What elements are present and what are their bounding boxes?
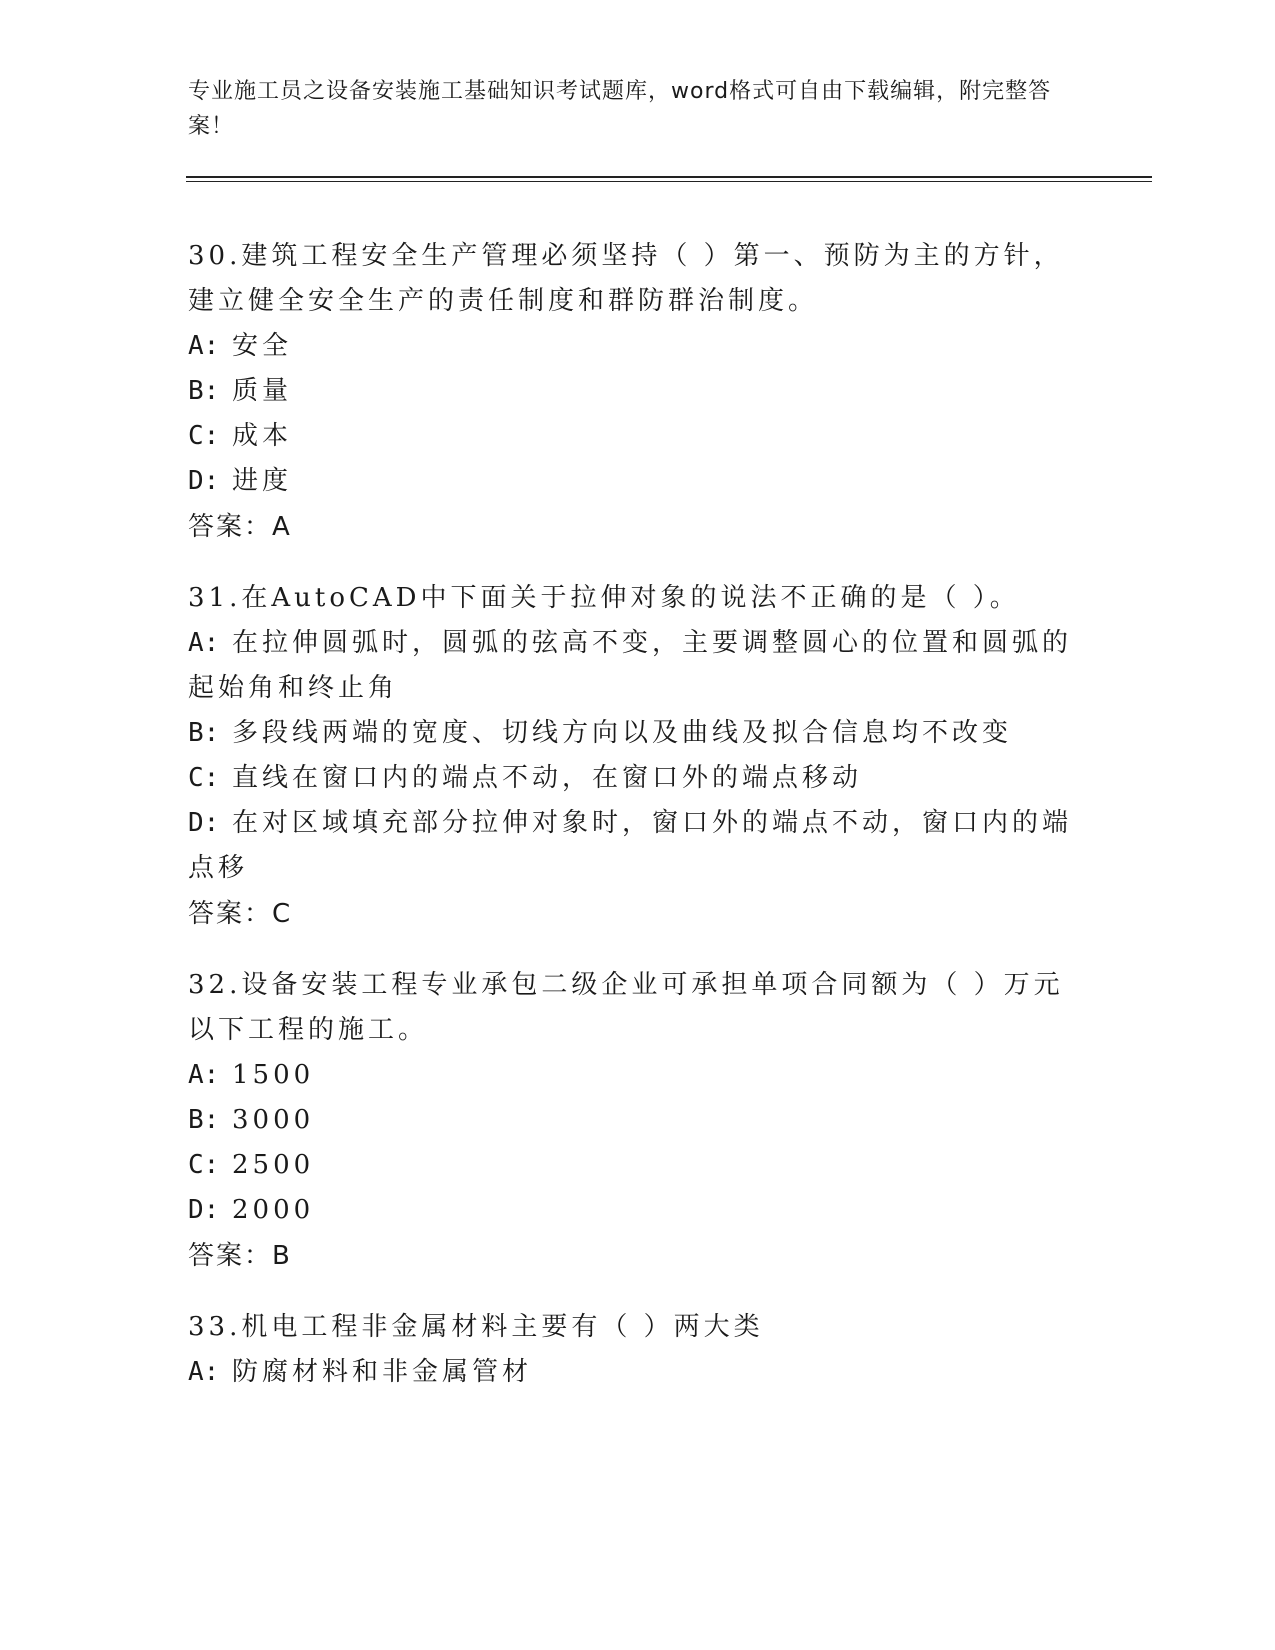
option-c [188,756,1088,801]
document-header [188,74,1078,144]
question-stem: 31.在AutoCAD中下面关于拉伸对象的说法不正确的是（ ）。 [188,583,1020,613]
option-a [188,621,1088,711]
option-text: 防腐材料和非金属管材 [232,1357,533,1387]
option-key: A: [188,331,220,361]
question-stem: 30.建筑工程安全生产管理必须坚持（ ）第一、预防为主的方针，建立健全安全生产的责任制度和群防群治制度。 [188,241,1064,316]
option-key: A: [188,1060,220,1090]
option-text: 质量 [232,376,293,406]
option-key: C: [188,421,220,451]
question-list [188,234,1088,1421]
option-text: 多段线两端的宽度、切线方向以及曲线及拟合信息均不改变 [232,718,1013,748]
option-b [188,711,1088,756]
question-31 [188,576,1088,937]
option-a [188,1053,1088,1098]
option-text: 安全 [232,331,293,361]
option-key: B: [188,376,220,406]
option-d [188,1188,1088,1233]
option-c [188,1143,1088,1188]
option-b [188,1098,1088,1143]
option-text: 2000 [232,1195,315,1225]
option-key: D: [188,466,220,496]
option-d [188,459,1088,504]
question-33 [188,1305,1088,1395]
question-stem: 33.机电工程非金属材料主要有（ ）两大类 [188,1312,764,1342]
option-key: A: [188,628,220,658]
option-text: 进度 [232,466,293,496]
header-rule-thin [186,181,1152,182]
option-b [188,369,1088,414]
option-key: D: [188,808,220,838]
question-30 [188,234,1088,550]
option-a [188,1350,1088,1395]
option-key: A: [188,1357,220,1387]
answer-line: 答案：C [188,899,293,929]
option-key: B: [188,1105,220,1135]
header-rule-thick [186,176,1152,178]
option-text: 在对区域填充部分拉伸对象时，窗口外的端点不动，窗口内的端点移 [188,808,1073,883]
option-key: B: [188,718,220,748]
option-key: C: [188,1150,220,1180]
option-key: C: [188,763,220,793]
header-text: 专业施工员之设备安装施工基础知识考试题库，word格式可自由下载编辑，附完整答案！ [188,79,1052,139]
option-text: 1500 [232,1060,315,1090]
option-d [188,801,1088,891]
answer-line: 答案：B [188,1241,292,1271]
option-a [188,324,1088,369]
option-text: 在拉伸圆弧时，圆弧的弦高不变，主要调整圆心的位置和圆弧的起始角和终止角 [188,628,1073,703]
option-text: 直线在窗口内的端点不动，在窗口外的端点移动 [232,763,863,793]
question-32 [188,963,1088,1279]
option-c [188,414,1088,459]
answer-line: 答案：A [188,512,292,542]
option-text: 成本 [232,421,293,451]
option-text: 3000 [232,1105,315,1135]
question-stem: 32.设备安装工程专业承包二级企业可承担单项合同额为（ ）万元以下工程的施工。 [188,970,1064,1045]
option-text: 2500 [232,1150,315,1180]
option-key: D: [188,1195,220,1225]
